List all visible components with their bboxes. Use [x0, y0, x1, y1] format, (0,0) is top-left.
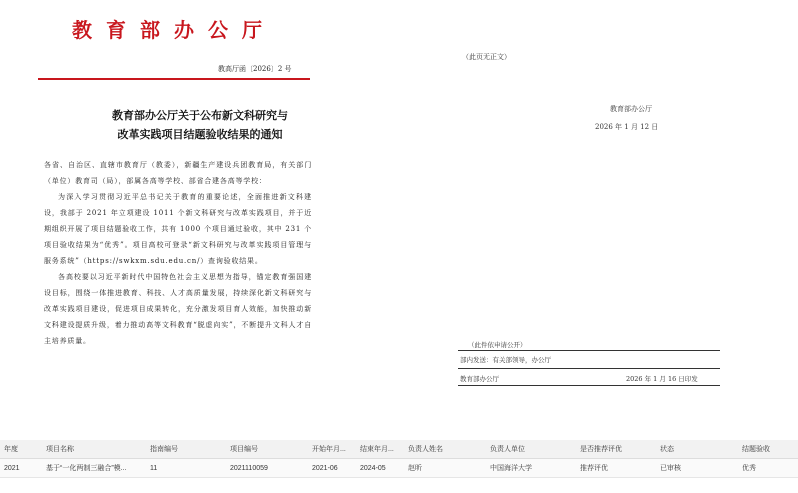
results-table [0, 440, 798, 478]
column-header[interactable]: 是否推荐评优 [576, 440, 656, 459]
table-row[interactable] [0, 459, 798, 478]
document-title [40, 106, 360, 144]
footer-issuer: 教育部办公厅 [460, 375, 499, 383]
column-header[interactable]: 结束年月... [356, 440, 404, 459]
table-header [0, 440, 798, 459]
table-cell: 2021110059 [226, 459, 308, 478]
document-page-1 [0, 0, 400, 430]
table-body [0, 459, 798, 478]
table-cell: 2021 [0, 459, 42, 478]
table-cell: 赵昕 [404, 459, 486, 478]
header-row [0, 440, 798, 459]
body-paragraph-2: 各高校要以习近平新时代中国特色社会主义思想为指导，锚定教育强国建设目标，围绕一体推进教育、科技、人才高质量发展，持续深化新文科研究与改革实践项目建设，促进项目成果转化，充分激发项目育人效能，加快推动新文科建设提质升级，着力推动高等文科教育“脱虚向实”，不断提升文科人才自主培养质量。 [44, 273, 312, 345]
table-cell: 已审核 [656, 459, 738, 478]
issuer-signature: 教育部办公厅 [610, 105, 652, 113]
column-header[interactable]: 年度 [0, 440, 42, 459]
column-header[interactable]: 项目名称 [42, 440, 146, 459]
table-cell: 中国海洋大学 [486, 459, 576, 478]
table-cell: 优秀 [738, 459, 798, 478]
distribution-line: 部内发送：有关部领导，办公厅 [460, 356, 551, 364]
table-cell: 2021-06 [308, 459, 356, 478]
column-header[interactable]: 项目编号 [226, 440, 308, 459]
column-header[interactable]: 负责人姓名 [404, 440, 486, 459]
table-cell: 基于“一化两制三融合”模... [42, 459, 146, 478]
title-line-1: 教育部办公厅关于公布新文科研究与 [112, 109, 288, 122]
table-cell: 推荐评优 [576, 459, 656, 478]
column-header[interactable]: 开始年月... [308, 440, 356, 459]
table-cell: 11 [146, 459, 226, 478]
red-divider [38, 78, 310, 80]
column-header[interactable]: 指南编号 [146, 440, 226, 459]
public-disclosure-note: （此件依申请公开） [468, 341, 527, 349]
footer-print-date: 2026 年 1 月 16 日印发 [626, 375, 698, 383]
column-header[interactable]: 状态 [656, 440, 738, 459]
page-note: （此页无正文） [462, 53, 511, 61]
salutation-paragraph: 各省、自治区、直辖市教育厅（教委），新疆生产建设兵团教育局，有关部门（单位）教育司（局），部属各高等学校、部省合建各高等学校： [44, 161, 312, 185]
column-header[interactable]: 结题验收 [738, 440, 798, 459]
document-page-2 [400, 0, 798, 430]
document-body [44, 157, 312, 349]
body-paragraph-1: 为深入学习贯彻习近平总书记关于教育的重要论述，全面推进新文科建设，我部于 2021 年立项建设 1011 个新文科研究与改革实践项目，并于近期组织开展了项目结题验收工作，共有 1000 个项目通过验收，其中 231 个项目验收结果为“优秀”。项目高校可登录“新文科研究与改革实践项目管理与服务系统”（https://swkxm.sdu.edu.cn/）查询验收结果。 [44, 193, 312, 265]
issue-date: 2026 年 1 月 12 日 [595, 123, 659, 131]
document-number: 教高厅函〔2026〕2 号 [218, 65, 292, 73]
table-cell: 2024-05 [356, 459, 404, 478]
footer-rule-bottom [458, 385, 720, 386]
title-line-2: 改革实践项目结题验收结果的通知 [117, 128, 283, 141]
document-header: 教育部办公厅 [72, 18, 276, 42]
column-header[interactable]: 负责人单位 [486, 440, 576, 459]
footer-rule-top [458, 350, 720, 351]
footer-rule-middle [458, 368, 720, 369]
